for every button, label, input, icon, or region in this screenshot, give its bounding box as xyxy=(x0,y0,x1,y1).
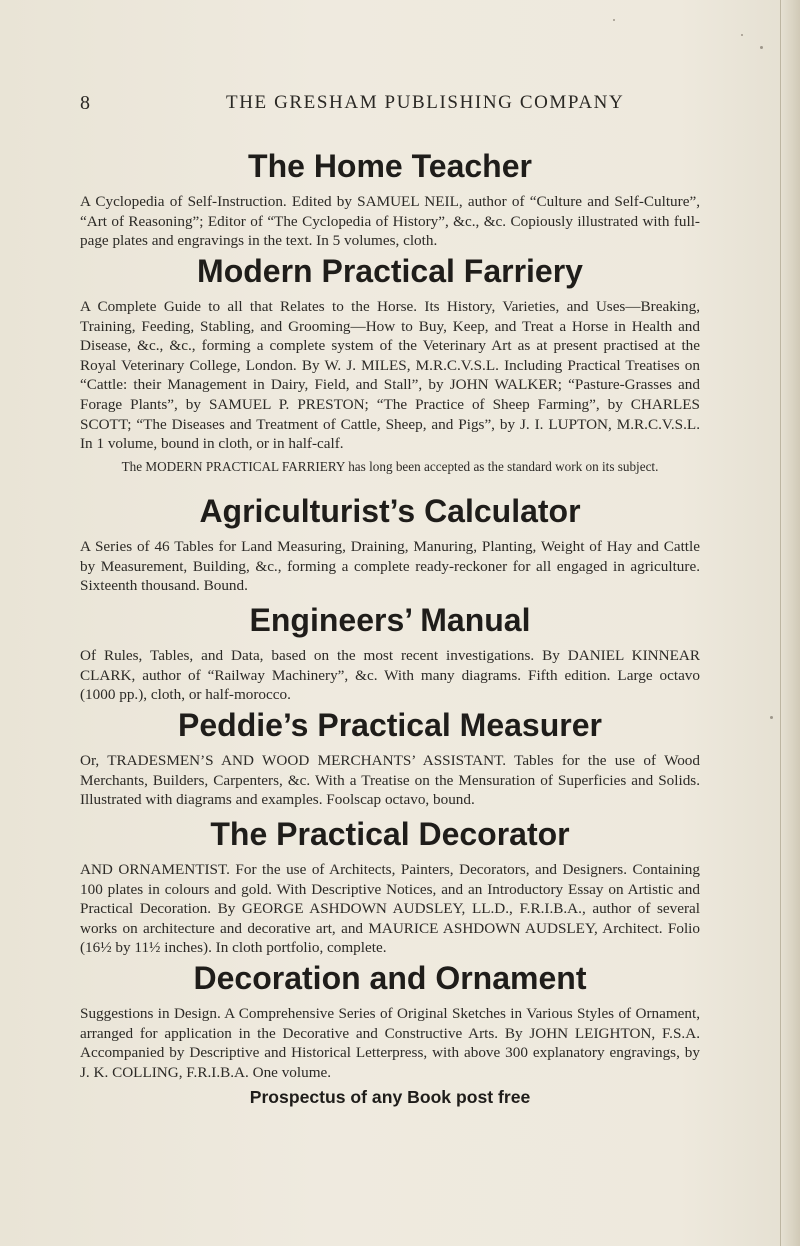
entry-title: Peddie’s Practical Measurer xyxy=(178,707,602,743)
entry-description: Of Rules, Tables, and Data, based on the most recent investigations. By DANIEL KINNEAR CLARK, author of “Railway Machinery”, &c. With many diagrams. Fifth edition. Large octavo (1000 pp.), cloth, or half-morocco. xyxy=(80,647,700,704)
entry-title: The Practical Decorator xyxy=(210,816,570,852)
entry-title: Agriculturist’s Calculator xyxy=(199,493,581,529)
entry-note: The MODERN PRACTICAL FARRIERY has long been accepted as the standard work on its subject. xyxy=(121,458,659,474)
entry-title: Decoration and Ornament xyxy=(193,960,587,996)
paper-speck xyxy=(613,19,615,21)
entry-peddies-practical-measurer xyxy=(80,705,700,810)
paper-speck xyxy=(770,716,773,719)
entry-modern-practical-farriery xyxy=(80,251,700,475)
entry-description: A Cyclopedia of Self-Instruction. Edited by SAMUEL NEIL, author of “Culture and Self-Culture”, “Art of Reasoning”; Editor of “The Cyclopedia of History”, &c., &c. Copiously illustrated with full-page plates and engravings in the text. In 5 volumes, cloth. xyxy=(80,193,700,250)
entry-title: Engineers’ Manual xyxy=(249,602,531,638)
entry-description: A Complete Guide to all that Relates to the Horse. Its History, Varieties, and Uses—Breaking, Training, Feeding, Stabling, and Grooming—How to Buy, Keep, and Treat a Horse in Health and Disease, &c., &c., forming a complete system of the Veterinary Art as at present practised at the Royal Veterinary College, London. By W. J. MILES, M.R.C.V.S.L. Including Practical Treatises on “Cattle: their Management in Dairy, Field, and Stall”, by JOHN WALKER; “Pasture-Grasses and Forage Plants”, by SAMUEL P. PRESTON; “The Practice of Sheep Farming”, by CHARLES SCOTT; “The Diseases and Treatment of Cattle, Sheep, and Pigs”, by J. I. LUPTON, M.R.C.V.S.L. In 1 volume, bound in cloth, or in half-calf. xyxy=(80,298,700,453)
page-edge xyxy=(780,0,800,1246)
entry-practical-decorator xyxy=(80,814,700,958)
entry-agriculturists-calculator xyxy=(80,491,700,596)
entry-home-teacher xyxy=(80,146,700,251)
entry-decoration-and-ornament xyxy=(80,958,700,1082)
entry-description: A Series of 46 Tables for Land Measuring, Draining, Manuring, Planting, Weight of Hay and Cattle by Measurement, Building, &c., forming a complete ready-reckoner for all engaged in agriculture. Sixteenth thousand. Bound. xyxy=(80,538,700,595)
page-number: 8 xyxy=(80,92,91,114)
running-head: THE GRESHAM PUBLISHING COMPANY xyxy=(226,92,625,113)
entry-description: Suggestions in Design. A Comprehensive Series of Original Sketches in Various Styles of Ornament, arranged for application in the Decorative and Constructive Arts. By JOHN LEIGHTON, F.S.A. Accompanied by Descriptive and Historical Letterpress, with above 300 explanatory engravings, by J. K. COLLING, F.R.I.B.A. One volume. xyxy=(80,1005,700,1081)
entry-description: Or, TRADESMEN’S AND WOOD MERCHANTS’ ASSISTANT. Tables for the use of Wood Merchants, Builders, Carpenters, &c. With a Treatise on the Mensuration of Superficies and Solids. Illustrated with diagrams and examples. Foolscap octavo, bound. xyxy=(80,752,700,809)
entry-description: AND ORNAMENTIST. For the use of Architects, Painters, Decorators, and Designers. Containing 100 plates in colours and gold. With Descriptive Notices, and an Introductory Essay on Artistic and Practical Decoration. By GEORGE ASHDOWN AUDSLEY, LL.D., F.R.I.B.A., author of several works on architecture and decorative art, and MAURICE ASHDOWN AUDSLEY, Architect. Folio (16½ by 11½ inches). In cloth portfolio, complete. xyxy=(80,861,700,957)
paper-speck xyxy=(741,34,743,36)
page-header xyxy=(80,92,700,118)
prospectus-note: Prospectus of any Book post free xyxy=(249,1087,531,1107)
entry-title: Modern Practical Farriery xyxy=(197,253,583,289)
paper-speck xyxy=(760,46,763,49)
entry-title: The Home Teacher xyxy=(248,148,532,184)
entry-engineers-manual xyxy=(80,600,700,705)
